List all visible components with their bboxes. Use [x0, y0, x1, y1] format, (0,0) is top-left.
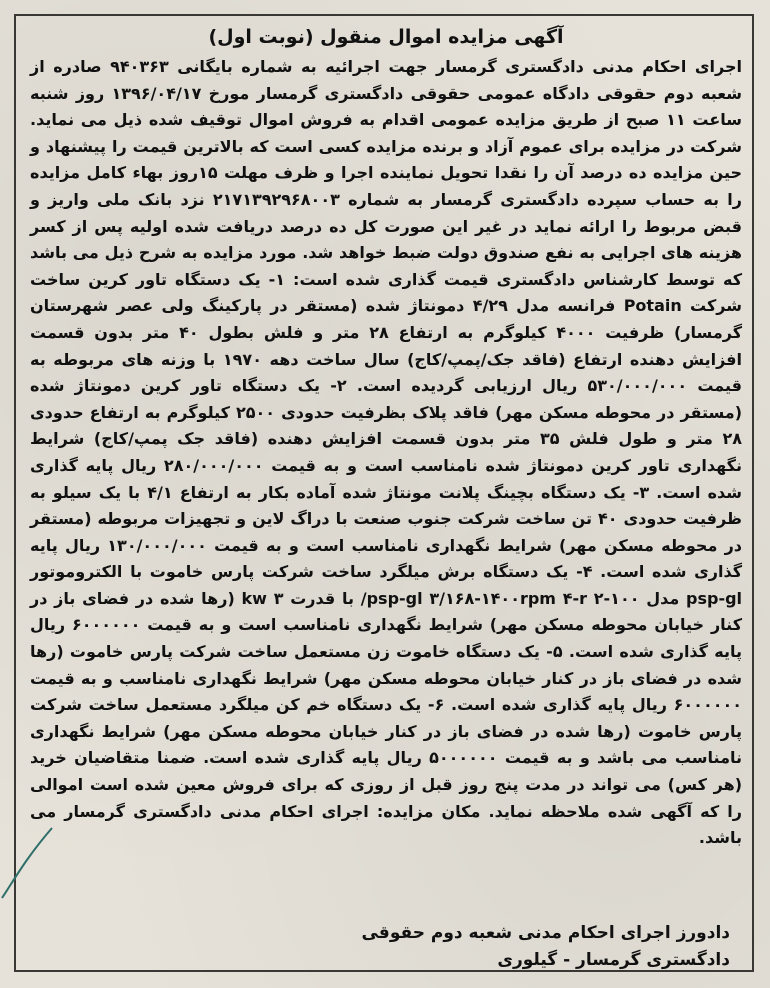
signature-block	[350, 920, 730, 974]
notice-body: اجرای احکام مدنی دادگستری گرمسار جهت اجرائیه به شماره بایگانی ۹۴۰۳۶۳ صادره از شعبه دوم حقوقی دادگاه عمومی حقوقی دادگستری گرمسار مورخ ۱۳۹۶/۰۴/۱۷ روز شنبه ساعت ۱۱ صبح از طریق مزایده عمومی اقدام به فروش اموال توقیف شده ذیل می نماید. شرکت در مزایده برای عموم آزاد و برنده مزایده کسی است که بالاترین قیمت را پیشنهاد و حین مزایده ده درصد آن را نقدا تحویل نماینده اجرا و ظرف مهلت ۱۵روز بهاء کامل مزایده را به حساب سپرده دادگستری گرمسار به شماره ۲۱۷۱۳۹۲۹۶۸۰۰۳ نزد بانک ملی واریز و قبض مربوط را ارائه نماید در غیر این صورت کل ده درصد دریافت شده اولیه پس از کسر هزینه های اجرایی به نفع صندوق دولت ضبط خواهد شد. مورد مزایده به شرح ذیل می باشد که توسط کارشناس دادگستری قیمت گذاری شده است: ۱- یک دستگاه تاور کرین ساخت شرکت Potain فرانسه مدل ۴/۲۹ دمونتاژ شده (مستقر در پارکینگ ولی عصر شهرستان گرمسار) ظرفیت ۴۰۰۰ کیلوگرم به ارتفاع ۲۸ متر و فلش بطول ۴۰ متر بدون قسمت افزایش دهنده ارتفاع (فاقد جک/پمپ/کاج) سال ساخت دهه ۱۹۷۰ با وزنه های مربوطه به قیمت ۵۳۰/۰۰۰/۰۰۰ ریال ارزیابی گردیده است. ۲- یک دستگاه تاور کرین دمونتاژ شده (مستقر در محوطه مسکن مهر) فاقد پلاک بظرفیت حدودی ۲۵۰۰ کیلوگرم به ارتفاع حدودی ۲۸ متر و طول فلش ۳۵ متر بدون قسمت افزایش دهنده (فاقد جک پمپ/کاج) شرایط نگهداری تاور کرین دمونتاژ شده نامناسب است و به قیمت ۲۸۰/۰۰۰/۰۰۰ ریال پایه گذاری شده است. ۳- یک دستگاه بچینگ پلانت مونتاژ شده آماده بکار به ارتفاع ۴/۱ با یک سیلو به ظرفیت حدودی ۴۰ تن ساخت شرکت جنوب صنعت با دراگ لاین و تجهیزات مربوطه (مستقر در محوطه مسکن مهر) شرایط نگهداری نامناسب است و به قیمت ۱۳۰/۰۰۰/۰۰۰ ریال پایه گذاری شده است. ۴- یک دستگاه برش میلگرد ساخت شرکت پارس خاموت با الکتروموتور psp-gl مدل psp-gl ۳/۱۶۸-۱۴۰۰rpm ۴-r ۲-۱۰۰/ با قدرت kw ۳ (رها شده در فضای باز در کنار خیابان محوطه مسکن مهر) شرایط نگهداری نامناسب است و به قیمت ۶۰۰۰۰۰۰ ریال پایه گذاری شده است. ۵- یک دستگاه خاموت زن مستعمل ساخت شرکت پارس خاموت (رها شده در فضای باز در کنار خیابان محوطه مسکن مهر) شرایط نگهداری نامناسب و به قیمت ۶۰۰۰۰۰۰ ریال پایه گذاری شده است. ۶- یک دستگاه خم کن میلگرد مستعمل ساخت شرکت پارس خاموت (رها شده در فضای باز در کنار خیابان محوطه مسکن مهر) شرایط نگهداری نامناسب می باشد و به قیمت ۵۰۰۰۰۰۰ ریال پایه گذاری شده است. ضمنا متقاضیان خرید (هر کس) می تواند در مدت پنج روز قبل از روزی که برای فروش معین شده است اموالی را که آگهی شده ملاحظه نماید. مکان مزایده: اجرای احکام مدنی دادگستری گرمسار می باشد.	[30, 57, 743, 848]
notice-title: آگهی مزایده اموال منقول (نوبت اول)	[208, 26, 564, 48]
signature-line-1: دادورز اجرای احکام مدنی شعبه دوم حقوقی	[361, 923, 730, 943]
signature-line-2: دادگستری گرمسار - گیلوری	[497, 950, 730, 970]
auction-notice	[30, 22, 742, 852]
